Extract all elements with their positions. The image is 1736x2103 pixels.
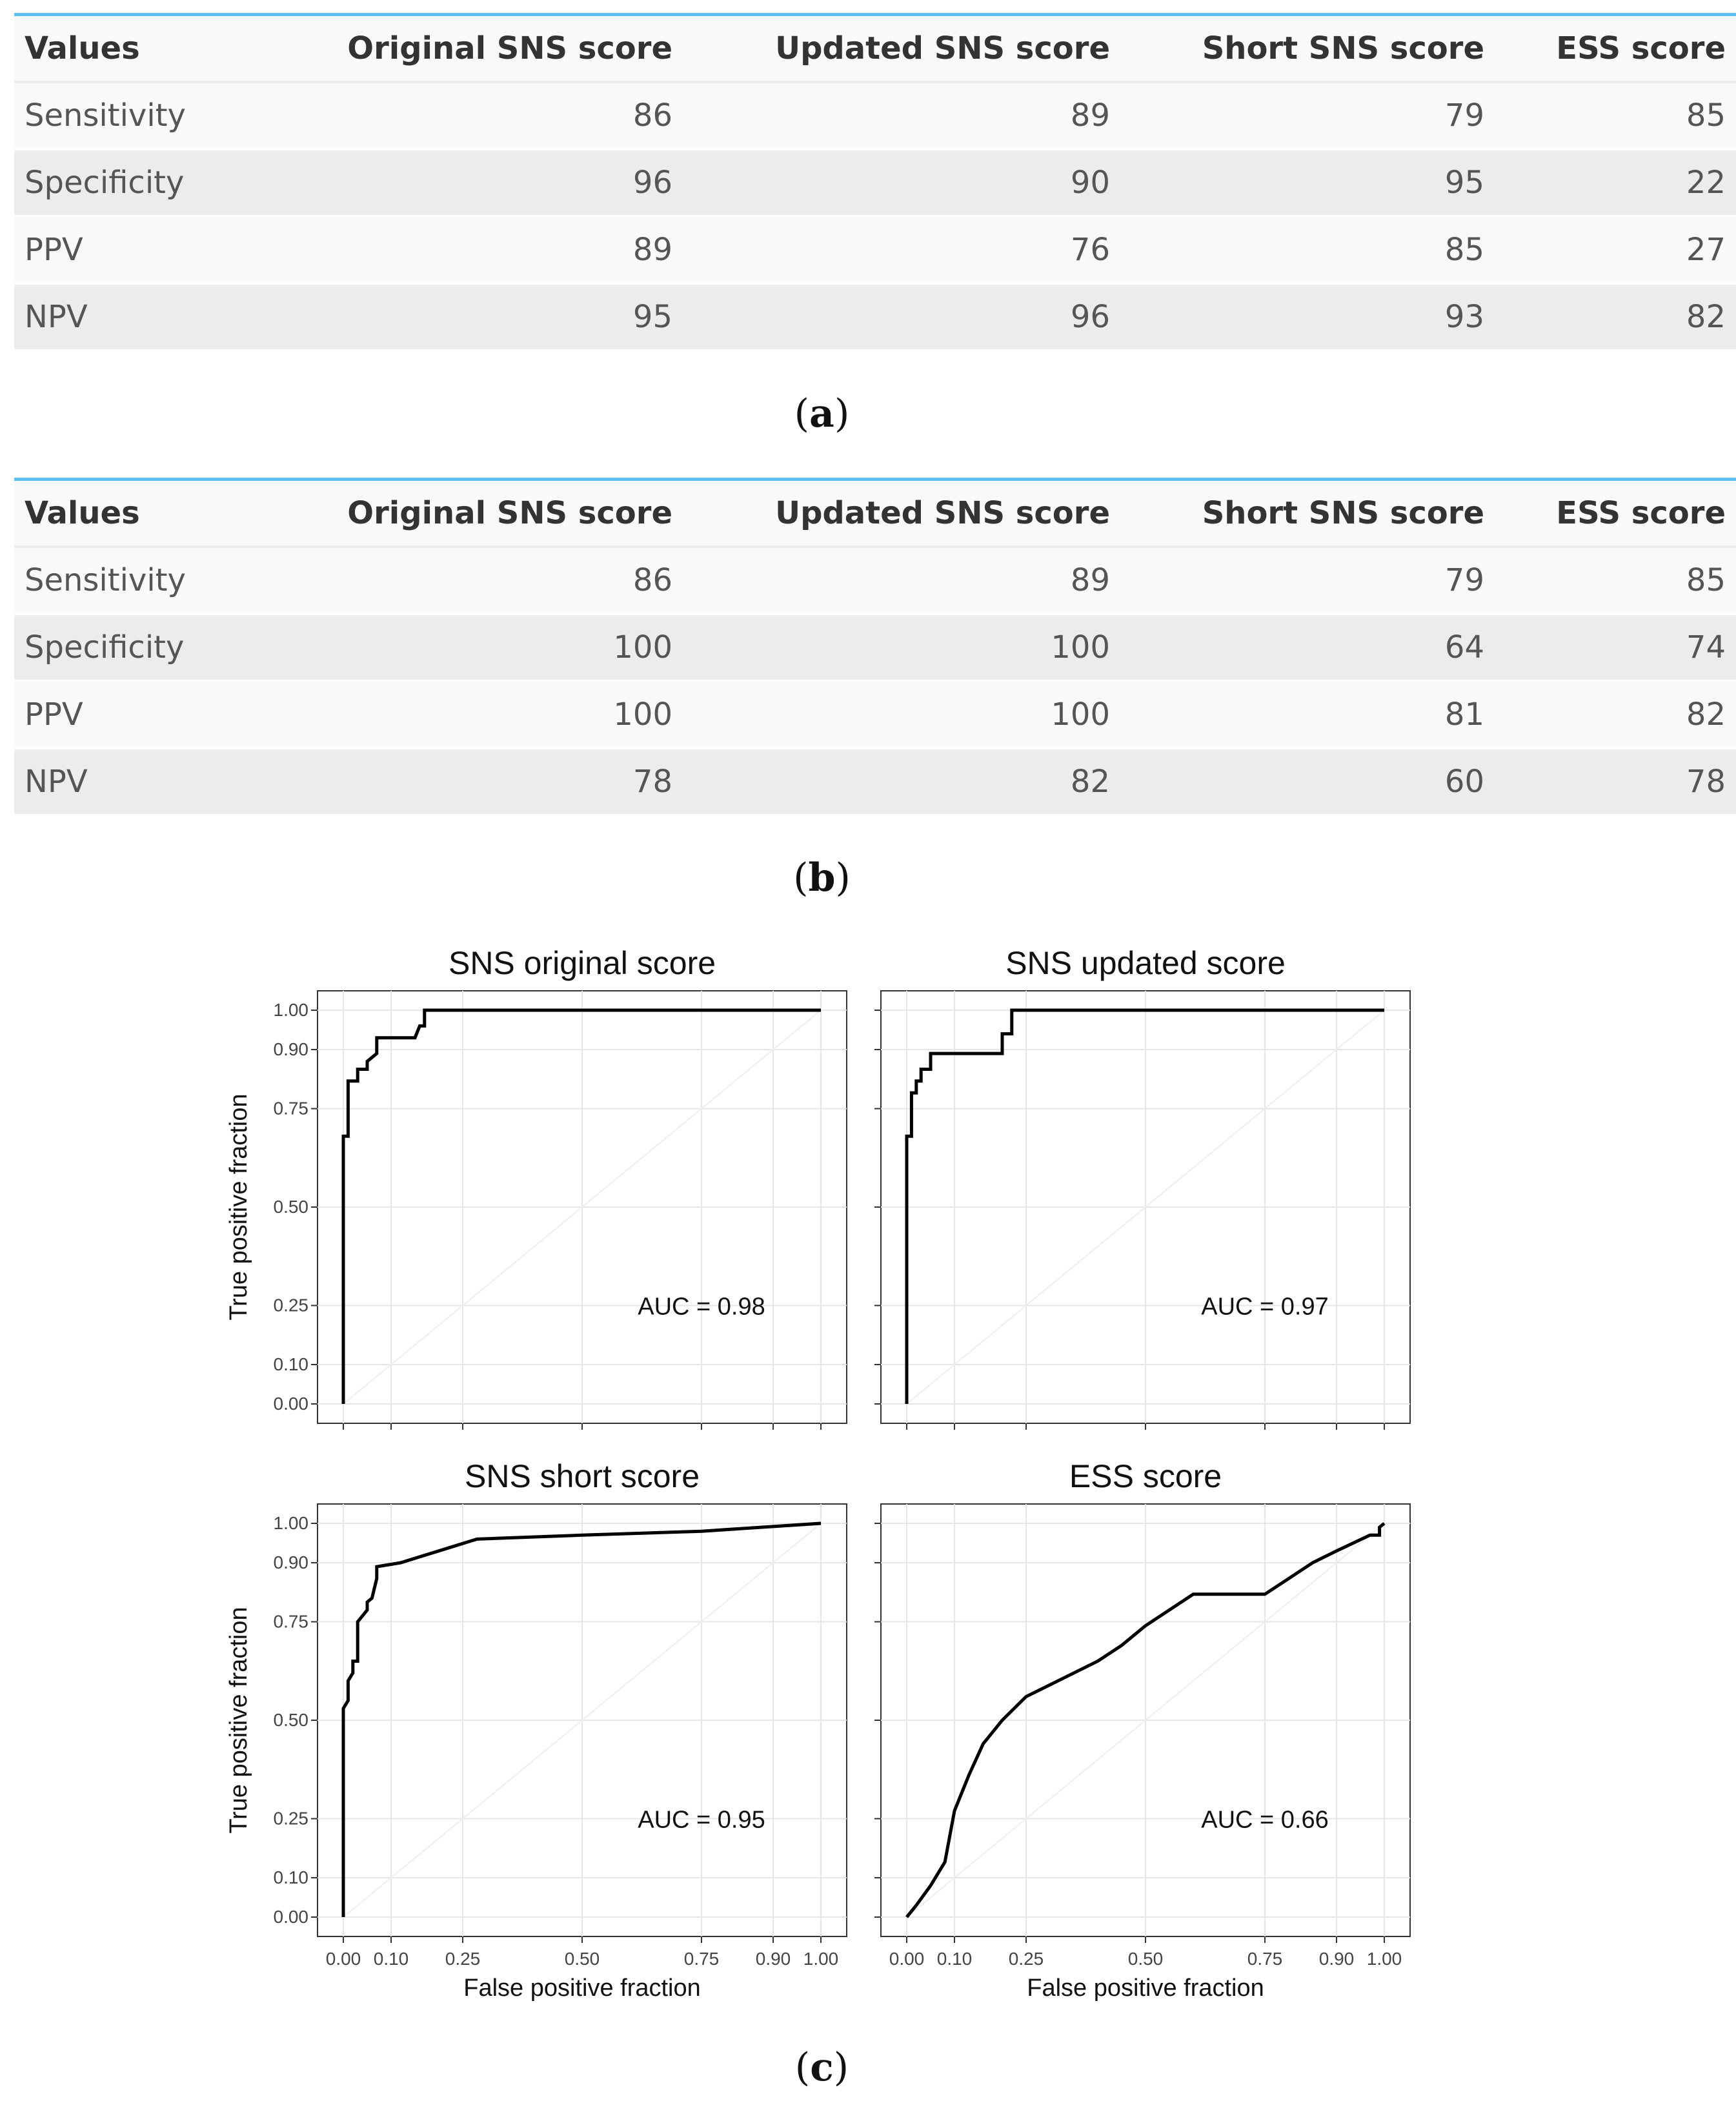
table-cell: NPV (14, 283, 274, 350)
x-axis-label: False positive fraction (463, 1975, 701, 2002)
table-cell: 89 (274, 216, 683, 283)
table-cell: 82 (683, 748, 1120, 815)
column-header: Values (14, 15, 274, 83)
y-axis-label: True positive fraction (225, 1607, 252, 1834)
table-cell: 79 (1120, 82, 1495, 149)
caption-letter: a (809, 391, 834, 436)
column-header: ESS score (1495, 15, 1736, 83)
y-tick-label: 0.00 (273, 1394, 308, 1414)
roc-panel (225, 945, 847, 1430)
x-tick-label: 0.00 (325, 1949, 361, 1969)
table-cell: 76 (683, 216, 1120, 283)
table-cell: 93 (1120, 283, 1495, 350)
caption-open: ( (793, 855, 809, 900)
table-cell: PPV (14, 681, 274, 748)
x-tick-label: 0.75 (1247, 1949, 1283, 1969)
table-cell: 100 (274, 681, 683, 748)
table-cell: 79 (1120, 547, 1495, 614)
y-tick-label: 0.90 (273, 1039, 308, 1059)
x-tick-label: 0.25 (445, 1949, 481, 1969)
column-header: Original SNS score (274, 15, 683, 83)
table-cell: 74 (1495, 614, 1736, 681)
table-cell: 100 (274, 614, 683, 681)
table-cell: PPV (14, 216, 274, 283)
table-cell: 89 (683, 547, 1120, 614)
x-tick-label: 0.10 (936, 1949, 973, 1969)
auc-annotation: AUC = 0.97 (1201, 1293, 1329, 1321)
x-tick-label: 0.90 (1318, 1949, 1355, 1969)
table-cell: 89 (683, 82, 1120, 149)
x-axis-label: False positive fraction (1027, 1975, 1264, 2002)
y-tick-label: 0.25 (273, 1808, 308, 1829)
caption-open: ( (794, 2045, 811, 2090)
y-axis-label: True positive fraction (225, 1093, 252, 1321)
caption-open: ( (794, 391, 810, 436)
column-header: ESS score (1495, 480, 1736, 547)
caption-close: ) (835, 855, 851, 900)
y-tick-label: 0.75 (273, 1098, 308, 1119)
y-tick-label: 0.10 (273, 1354, 308, 1374)
table-cell: 82 (1495, 283, 1736, 350)
x-tick-label: 0.10 (373, 1949, 409, 1969)
table-cell: Sensitivity (14, 82, 274, 149)
y-tick-label: 0.25 (273, 1295, 308, 1316)
table-cell: 96 (274, 149, 683, 216)
column-header: Short SNS score (1120, 480, 1495, 547)
table-cell: 96 (683, 283, 1120, 350)
column-header: Updated SNS score (683, 480, 1120, 547)
x-tick-label: 0.25 (1008, 1949, 1044, 1969)
y-tick-label: 0.00 (273, 1907, 308, 1927)
x-tick-label: 1.00 (803, 1949, 839, 1969)
table-cell: Specificity (14, 614, 274, 681)
caption-close: ) (834, 391, 850, 436)
table-cell: 85 (1120, 216, 1495, 283)
column-header: Original SNS score (274, 480, 683, 547)
auc-annotation: AUC = 0.66 (1201, 1806, 1329, 1834)
auc-annotation: AUC = 0.95 (638, 1806, 765, 1834)
roc-panel (874, 945, 1410, 1430)
chart-title: SNS short score (464, 1458, 700, 1494)
table-cell: 100 (683, 681, 1120, 748)
table-cell: 60 (1120, 748, 1495, 815)
y-tick-label: 0.50 (273, 1710, 308, 1730)
table-cell: 100 (683, 614, 1120, 681)
y-tick-label: 0.75 (273, 1611, 308, 1632)
roc-panel (874, 1458, 1410, 2002)
column-header: Values (14, 480, 274, 547)
table-cell: 85 (1495, 547, 1736, 614)
chart-title: ESS score (1069, 1458, 1222, 1494)
column-header: Short SNS score (1120, 15, 1495, 83)
roc-panel (225, 1458, 847, 2002)
x-tick-label: 1.00 (1366, 1949, 1402, 1969)
table-cell: 81 (1120, 681, 1495, 748)
table-cell: 90 (683, 149, 1120, 216)
x-tick-label: 0.50 (1127, 1949, 1164, 1969)
y-tick-label: 0.50 (273, 1197, 308, 1217)
table-cell: Sensitivity (14, 547, 274, 614)
table-cell: 64 (1120, 614, 1495, 681)
chart-title: SNS updated score (1005, 945, 1286, 981)
chart-title: SNS original score (448, 945, 716, 981)
table-cell: 86 (274, 547, 683, 614)
table-cell: 78 (274, 748, 683, 815)
table-cell: 85 (1495, 82, 1736, 149)
x-tick-label: 0.90 (755, 1949, 791, 1969)
x-tick-label: 0.75 (683, 1949, 720, 1969)
table-cell: NPV (14, 748, 274, 815)
table-cell: 86 (274, 82, 683, 149)
table-cell: 27 (1495, 216, 1736, 283)
caption-c (0, 2045, 1644, 2090)
table-cell: 95 (1120, 149, 1495, 216)
table-cell: 82 (1495, 681, 1736, 748)
caption-letter: b (808, 855, 836, 900)
table-cell: 78 (1495, 748, 1736, 815)
y-tick-label: 1.00 (273, 1513, 308, 1533)
x-tick-label: 0.00 (889, 1949, 925, 1969)
y-tick-label: 1.00 (273, 1000, 308, 1020)
x-tick-label: 0.50 (564, 1949, 600, 1969)
auc-annotation: AUC = 0.98 (638, 1293, 765, 1321)
table-cell: 22 (1495, 149, 1736, 216)
y-tick-label: 0.10 (273, 1867, 308, 1887)
table-cell: 95 (274, 283, 683, 350)
column-header: Updated SNS score (683, 15, 1120, 83)
y-tick-label: 0.90 (273, 1552, 308, 1572)
caption-close: ) (833, 2045, 849, 2090)
caption-letter: c (810, 2045, 834, 2090)
table-cell: Specificity (14, 149, 274, 216)
